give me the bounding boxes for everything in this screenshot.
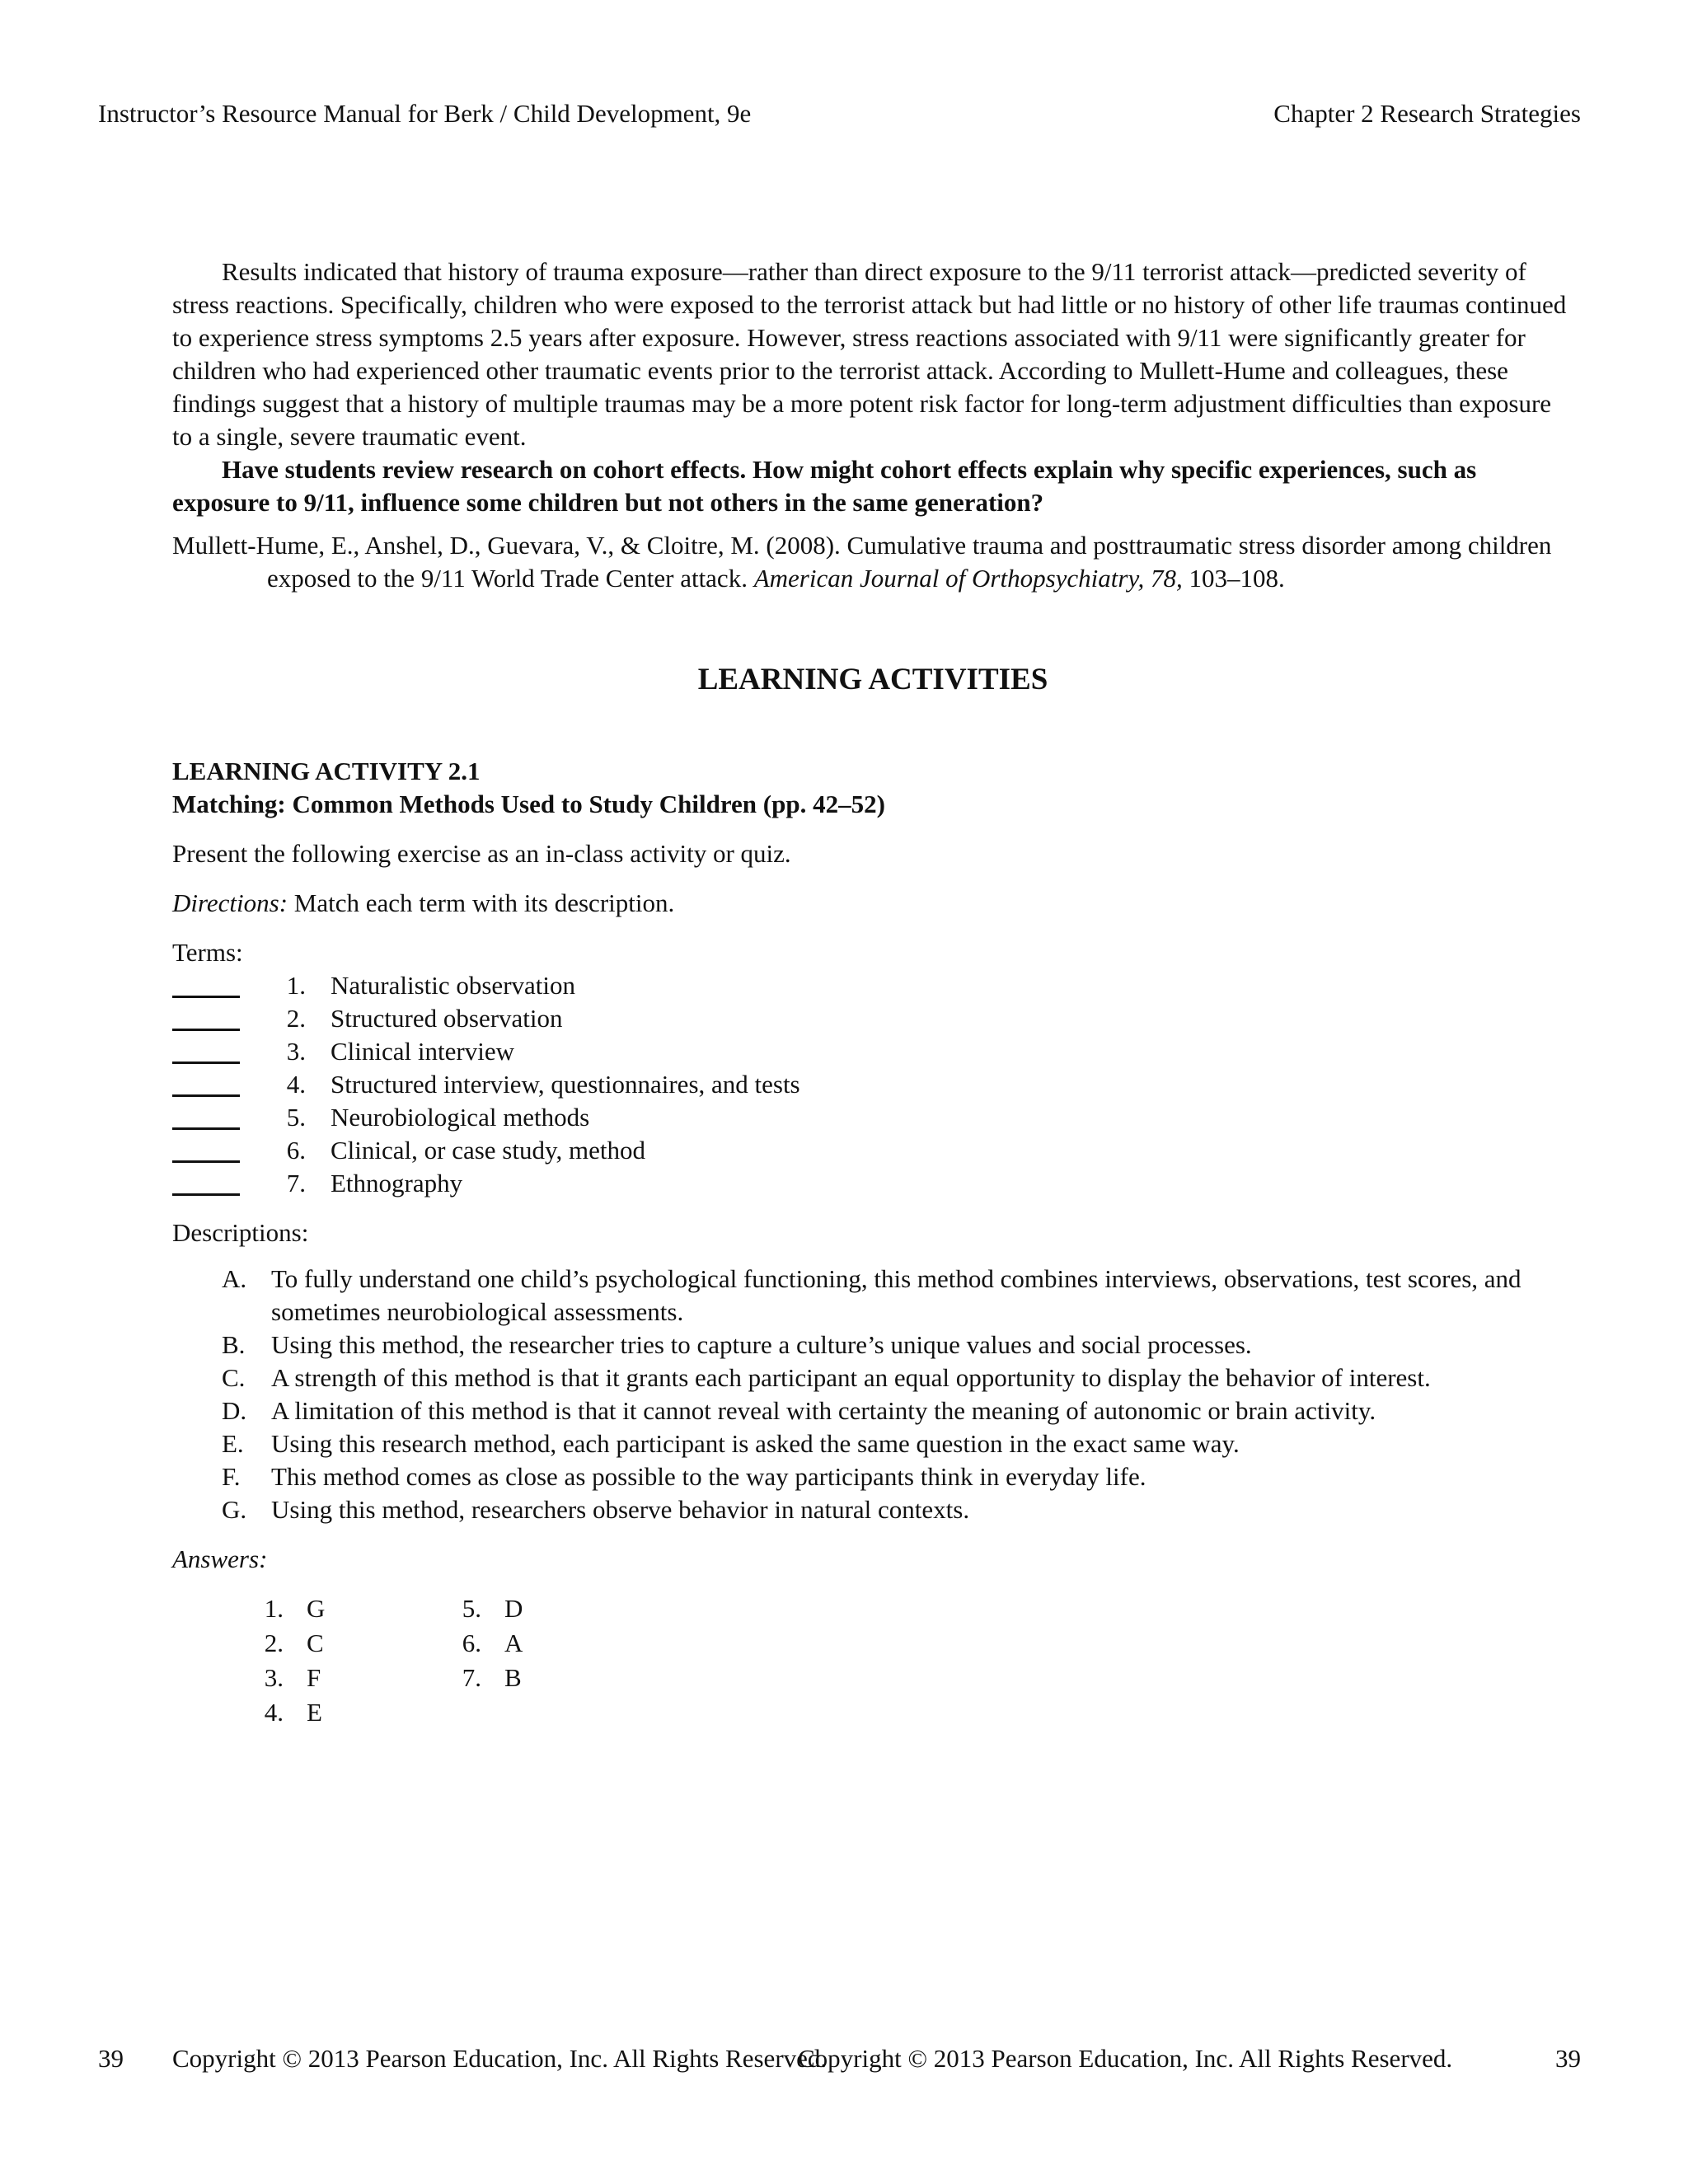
term-item [172, 1068, 1573, 1101]
answer-blank[interactable] [172, 1068, 240, 1097]
description-item [172, 1460, 1573, 1493]
term-number: 1. [286, 971, 306, 1000]
term-number: 4. [286, 1070, 306, 1099]
page-body [172, 255, 1573, 1731]
term-number: 3. [286, 1037, 306, 1066]
answer-number: 3. [264, 1663, 284, 1692]
answer-column-2 [448, 1592, 646, 1731]
description-letter-text: A. [222, 1264, 247, 1293]
term-text: Neurobiological methods [331, 1103, 590, 1132]
answer-blank[interactable] [172, 1167, 240, 1196]
description-letter [172, 1427, 271, 1460]
answer-letter: C [307, 1629, 324, 1657]
directions [172, 887, 1573, 920]
term-number: 2. [286, 1004, 306, 1033]
answer-letter: F [307, 1663, 321, 1692]
term-number: 7. [286, 1169, 306, 1197]
term-text: Clinical interview [331, 1037, 514, 1066]
copyright-notice-duplicate: Copyright © 2013 Pearson Education, Inc. All Rights Reserved. [798, 2044, 1453, 2073]
answer-letter: G [307, 1594, 326, 1623]
copyright-notice: Copyright © 2013 Pearson Education, Inc. All Rights Reserved. [172, 2044, 828, 2073]
answer-number: 7. [462, 1663, 481, 1692]
description-text: A limitation of this method is that it cannot reveal with certainty the meaning of autonomic or brain activity. [271, 1396, 1376, 1425]
description-item [172, 1493, 1573, 1526]
description-letter [172, 1460, 271, 1493]
terms-list [172, 969, 1573, 1200]
answer-row [251, 1661, 448, 1696]
answer-blank[interactable] [172, 1035, 240, 1064]
term-text: Naturalistic observation [331, 971, 575, 1000]
running-header-title: Instructor’s Resource Manual for Berk / Child Development, 9e [98, 99, 752, 128]
description-text: Using this research method, each participant is asked the same question in the exact same way. [271, 1429, 1240, 1458]
description-text: This method comes as close as possible to the way participants think in everyday life. [271, 1462, 1146, 1491]
answer-key [172, 1592, 1573, 1731]
page-footer [0, 2042, 1688, 2075]
reference-pages: 103–108. [1182, 564, 1285, 593]
description-text: Using this method, researchers observe behavior in natural contexts. [271, 1495, 970, 1524]
reference-citation [172, 529, 1573, 595]
activity-instruction: Present the following exercise as an in-class activity or quiz. [172, 839, 791, 868]
reference-source: American Journal of Orthopsychiatry, 78, [753, 564, 1183, 593]
answer-letter: A [504, 1629, 523, 1657]
description-item [172, 1394, 1573, 1427]
answer-number: 4. [264, 1698, 284, 1727]
intro-paragraph: Results indicated that history of trauma exposure—rather than direct exposure to the 9/11 terrorist attack—predicted severity of stress reactions. Specifically, children who were exposed to the terrorist attack but had little or no history of other life traumas continued to experience stress symptoms 2.5 years after exposure. However, stress reactions associated with 9/11 were significantly greater for children who had experienced other traumatic events prior to the terrorist attack. According to Mullett-Hume and colleagues, these findings suggest that a history of multiple traumas may be a more potent risk factor for long-term adjustment difficulties than exposure to a single, severe traumatic event. [172, 257, 1567, 451]
answer-number: 5. [462, 1594, 481, 1623]
description-letter [172, 1329, 271, 1361]
answer-row [448, 1592, 646, 1627]
description-text: A strength of this method is that it grants each participant an equal opportunity to display the behavior of interest. [271, 1363, 1431, 1392]
description-letter-text: G. [222, 1495, 247, 1524]
activity-heading: LEARNING ACTIVITY 2.1 [172, 757, 481, 785]
description-text: Using this method, the researcher tries to capture a culture’s unique values and social processes. [271, 1330, 1252, 1359]
answer-row [251, 1592, 448, 1627]
descriptions-label: Descriptions: [172, 1218, 309, 1247]
answer-blank[interactable] [172, 969, 240, 998]
term-text: Ethnography [331, 1169, 463, 1197]
term-item [172, 1002, 1573, 1035]
description-letter [172, 1263, 271, 1329]
term-text: Clinical, or case study, method [331, 1136, 645, 1165]
description-letter [172, 1493, 271, 1526]
directions-text: Match each term with its description. [288, 888, 675, 917]
page-number-right: 39 [1555, 2044, 1581, 2073]
reference-main: Mullett-Hume, E., Anshel, D., Guevara, V., & Cloitre, M. (2008). Cumulative trauma and posttraumatic stress disorder among children exposed to the 9/11 World Trade Center attack. [172, 531, 1552, 593]
description-item [172, 1427, 1573, 1460]
term-item [172, 1101, 1573, 1134]
description-text: To fully understand one child’s psychological functioning, this method combines interviews, observations, test scores, and sometimes neurobiological assessments. [271, 1264, 1522, 1326]
answer-letter: B [504, 1663, 522, 1692]
term-text: Structured interview, questionnaires, and tests [331, 1070, 800, 1099]
description-letter [172, 1361, 271, 1394]
description-letter-text: C. [222, 1363, 246, 1392]
answer-blank[interactable] [172, 1134, 240, 1163]
description-letter [172, 1394, 271, 1427]
answer-number: 2. [264, 1629, 284, 1657]
description-letter-text: D. [222, 1396, 247, 1425]
description-item [172, 1263, 1573, 1329]
descriptions-list [172, 1263, 1573, 1526]
term-item [172, 1167, 1573, 1200]
description-letter-text: B. [222, 1330, 246, 1359]
term-text: Structured observation [331, 1004, 563, 1033]
activity-subheading: Matching: Common Methods Used to Study Children (pp. 42–52) [172, 790, 885, 818]
term-item [172, 1134, 1573, 1167]
discussion-question: Have students review research on cohort effects. How might cohort effects explain why specific experiences, such as exposure to 9/11, influence some children but not others in the same generation? [172, 455, 1477, 517]
answer-row [251, 1696, 448, 1731]
description-item [172, 1361, 1573, 1394]
answer-number: 1. [264, 1594, 284, 1623]
answer-blank[interactable] [172, 1002, 240, 1031]
answer-number: 6. [462, 1629, 481, 1657]
directions-label: Directions: [172, 888, 288, 917]
answer-column-1 [251, 1592, 448, 1731]
description-letter-text: F. [222, 1462, 241, 1491]
term-number: 5. [286, 1103, 306, 1132]
answer-letter: E [307, 1698, 322, 1727]
answer-blank[interactable] [172, 1101, 240, 1130]
answers-label: Answers: [172, 1544, 268, 1573]
term-number: 6. [286, 1136, 306, 1165]
answer-row [448, 1627, 646, 1661]
section-title: LEARNING ACTIVITIES [697, 663, 1048, 696]
description-letter-text: E. [222, 1429, 244, 1458]
answer-letter: D [504, 1594, 523, 1623]
term-item [172, 969, 1573, 1002]
answer-row [251, 1627, 448, 1661]
running-header-chapter: Chapter 2 Research Strategies [1273, 99, 1581, 128]
description-item [172, 1329, 1573, 1361]
term-item [172, 1035, 1573, 1068]
page-number-left: 39 [98, 2044, 124, 2073]
answer-row [448, 1661, 646, 1696]
terms-label: Terms: [172, 938, 243, 967]
